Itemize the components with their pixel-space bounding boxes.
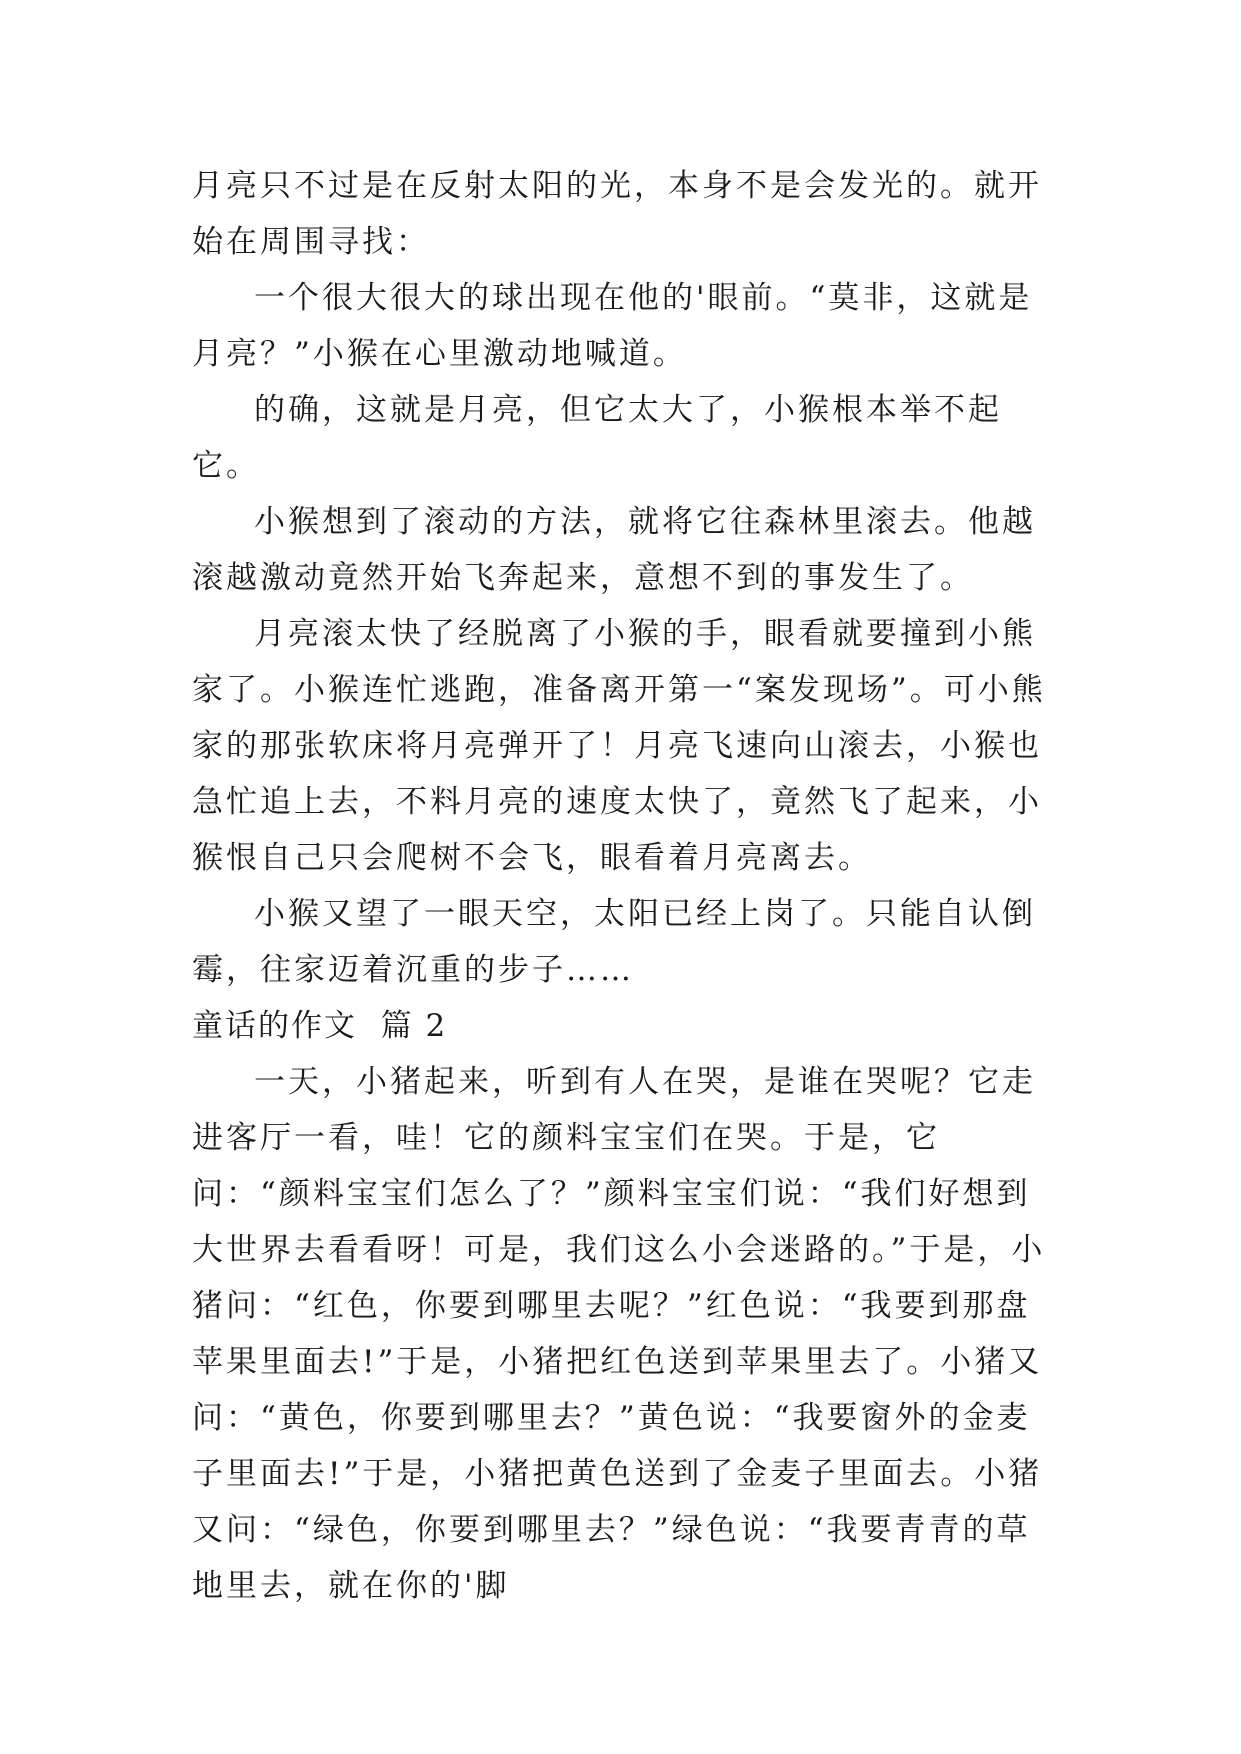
paragraph: 小猴又望了一眼天空，太阳已经上岗了。只能自认倒霉，往家迈着沉重的步子…… bbox=[192, 896, 1036, 988]
paragraph: 一个很大很大的球出现在他的'眼前。“莫非，这就是月亮？”小猴在心里激动地喊道。 bbox=[192, 280, 1033, 372]
paragraph: 的确，这就是月亮，但它太大了，小猴根本举不起它。 bbox=[192, 392, 1002, 484]
section-heading: 童话的作文 篇 2 bbox=[192, 1008, 448, 1044]
paragraph: 月亮只不过是在反射太阳的光，本身不是会发光的。就开始在周围寻找： bbox=[192, 168, 1042, 260]
document-body bbox=[192, 158, 1052, 1614]
paragraph: 小猴想到了滚动的方法，就将它往森林里滚去。他越滚越激动竟然开始飞奔起来，意想不到的事发生了。 bbox=[192, 504, 1036, 596]
paragraph: 月亮滚太快了经脱离了小猴的手，眼看就要撞到小熊家了。小猴连忙逃跑，准备离开第一“案发现场”。可小熊家的那张软床将月亮弹开了！月亮飞速向山滚去，小猴也急忙追上去，不料月亮的速度太快了，竟然飞了起来，小猴恨自己只会爬树不会飞，眼看着月亮离去。 bbox=[192, 616, 1046, 876]
paragraph: 一天，小猪起来，听到有人在哭，是谁在哭呢？它走进客厅一看，哇！它的颜料宝宝们在哭。于是，它问：“颜料宝宝们怎么了？”颜料宝宝们说：“我们好想到大世界去看看呀！可是，我们这么小会迷路的。”于是，小猪问：“红色，你要到哪里去呢？”红色说：“我要到那盘苹果里面去!”于是，小猪把红色送到苹果里去了。小猪又问：“黄色，你要到哪里去？”黄色说：“我要窗外的金麦子里面去!”于是，小猪把黄色送到了金麦子里面去。小猪又问：“绿色，你要到哪里去？”绿色说：“我要青青的草地里去，就在你的'脚 bbox=[192, 1064, 1046, 1604]
